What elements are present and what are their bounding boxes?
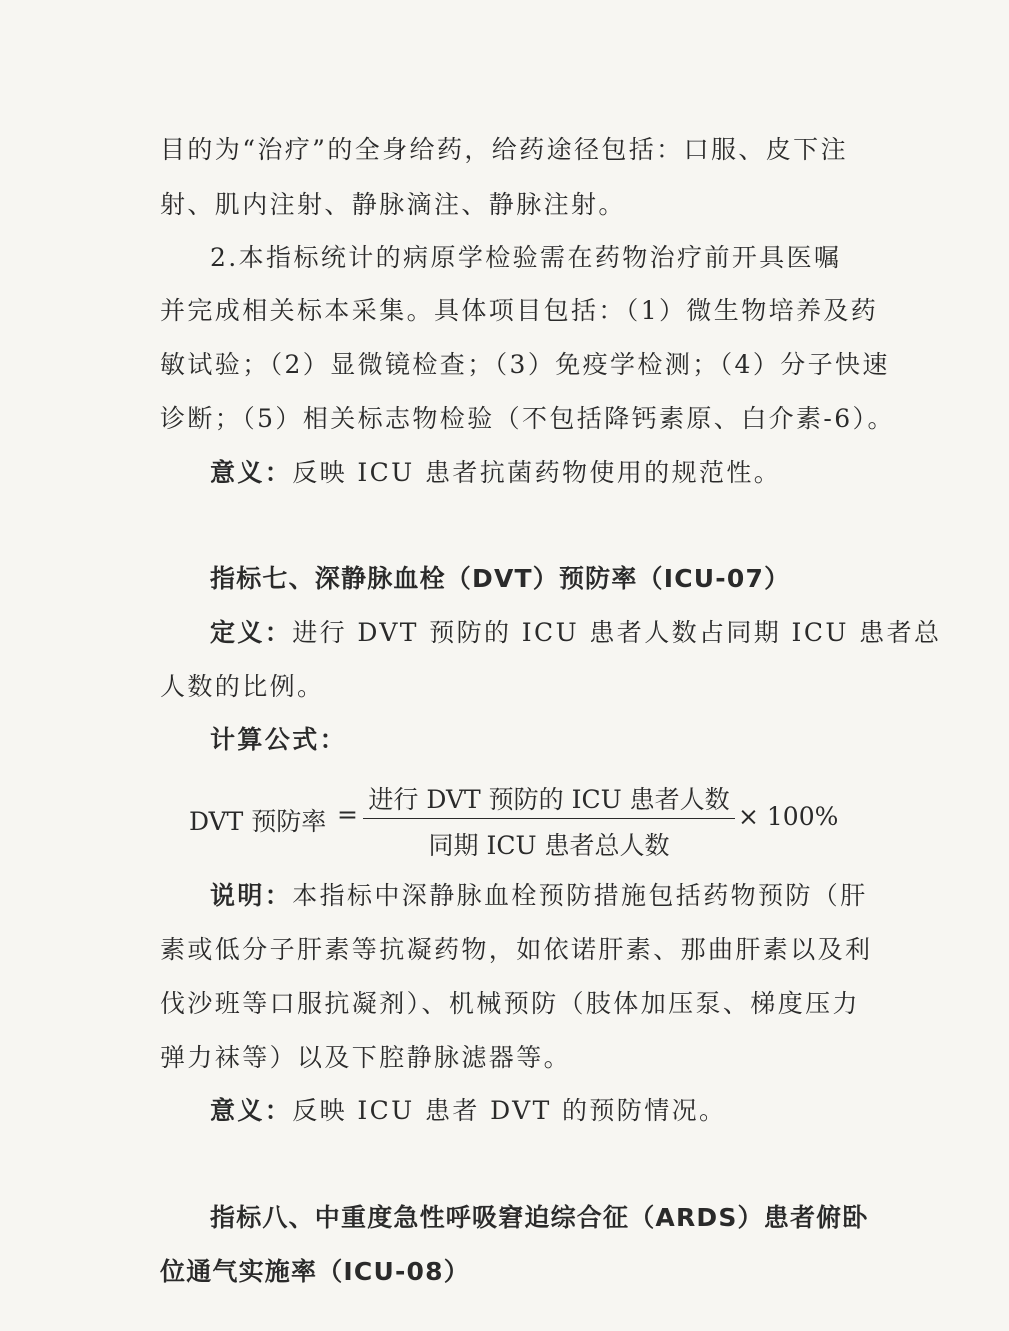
paragraph-line: 2.本指标统计的病原学检验需在药物治疗前开具医嘱: [210, 243, 842, 272]
paragraph-line: 素或低分子肝素等抗凝药物，如依诺肝素、那曲肝素以及利: [160, 935, 873, 964]
definition-text: 进行 DVT 预防的 ICU 患者人数占同期 ICU 患者总: [292, 618, 942, 647]
note-paragraph: [210, 878, 868, 914]
paragraph-line: 弹力袜等）以及下腔静脉滤器等。: [160, 1043, 572, 1072]
section-heading: 指标七、深静脉血栓（DVT）预防率（ICU-07）: [210, 564, 791, 593]
note-label: 说明：: [210, 881, 293, 910]
formula-lhs: DVT 预防率: [189, 807, 327, 836]
paragraph-line: 并完成相关标本采集。具体项目包括：（1）微生物培养及药: [160, 296, 879, 325]
meaning-text: 反映 ICU 患者抗菌药物使用的规范性。: [292, 458, 782, 487]
formula-equals: =: [337, 800, 358, 829]
note-text: 本指标中深静脉血栓预防措施包括药物预防（肝: [292, 881, 868, 910]
paragraph-line: 人数的比例。: [160, 672, 325, 701]
formula-label: 计算公式：: [210, 725, 348, 754]
meaning-text: 反映 ICU 患者 DVT 的预防情况。: [292, 1096, 727, 1125]
formula-numerator: 进行 DVT 预防的 ICU 患者人数: [368, 785, 730, 814]
paragraph-line: 目的为“治疗”的全身给药，给药途径包括：口服、皮下注: [160, 135, 848, 164]
fraction-bar: [363, 818, 735, 819]
formula: [185, 780, 845, 860]
definition-paragraph: [210, 615, 942, 651]
formula-denominator: 同期 ICU 患者总人数: [428, 831, 670, 860]
meaning-label: 意义：: [210, 1096, 293, 1125]
paragraph-line: 敏试验；（2）显微镜检查；（3）免疫学检测；（4）分子快速: [160, 350, 890, 379]
section-heading: 指标八、中重度急性呼吸窘迫综合征（ARDS）患者俯卧: [210, 1203, 869, 1232]
formula-multiplier: × 100%: [738, 802, 839, 831]
section-heading: 位通气实施率（ICU-08）: [160, 1257, 470, 1286]
paragraph-line: 射、肌内注射、静脉滴注、静脉注射。: [160, 190, 626, 219]
meaning-label: 意义：: [210, 458, 293, 487]
paragraph-line: 诊断；（5）相关标志物检验（不包括降钙素原、白介素-6）。: [160, 404, 895, 433]
paragraph-line: 伐沙班等口服抗凝剂）、机械预防（肢体加压泵、梯度压力: [160, 989, 860, 1018]
definition-label: 定义：: [210, 618, 293, 647]
meaning-paragraph: [210, 455, 865, 491]
meaning-paragraph: [210, 1093, 865, 1129]
